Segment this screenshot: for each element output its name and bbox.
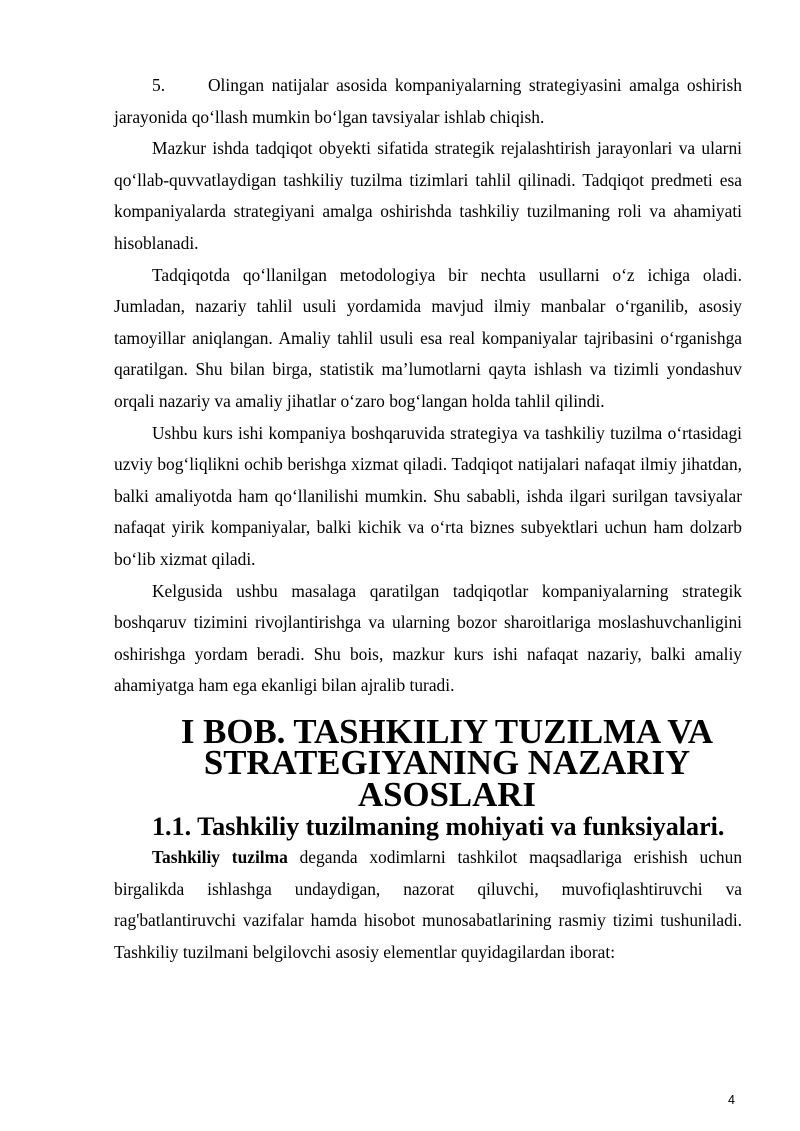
paragraph-research-object: Mazkur ishda tadqiqot obyekti sifatida strategik rejalashtirish jarayonlari va ularni qo‘llab-quvvatlaydigan tashkiliy tuzilma tizimlari tahlil qilinadi. Tadqiqot predmeti esa kompaniyalarda strategiyani amalga oshirishda tashkiliy tuzilmaning roli va ahamiyati hisoblanadi.	[114, 138, 742, 253]
definition-text: deganda xodimlarni tashkilot maqsadlariga erishish uchun birgalikda ishlashga undaydigan, nazorat qiluvchi, muvofiqlashtiruvchi va rag'batlantiruvchi vazifalar hamda hisobot munosabatlarining rasmiy tizimi tushuniladi. Tashkiliy tuzilmani belgilovchi asosiy elementlar quyidagilardan iborat:	[114, 847, 743, 963]
list-item-number: 5.	[152, 75, 166, 95]
list-item-text: Olingan natijalar asosida kompaniyalarning strategiyasini amalga oshirish jarayonida qo‘llash mumkin bo‘lgan tavsiyalar ishlab chiqish.	[114, 75, 742, 127]
list-item-5	[114, 70, 742, 133]
paragraph-definition	[114, 842, 742, 968]
definition-term: Tashkiliy tuzilma	[152, 847, 288, 868]
paragraph-methodology: Tadqiqotda qo‘llanilgan metodologiya bir nechta usullarni o‘z ichiga oladi. Jumladan, nazariy tahlil usuli yordamida mavjud ilmiy manbalar o‘rganilib, asosiy tamoyillar aniqlangan. Amaliy tahlil usuli esa real kompaniyalar tajribasini o‘rganishga qaratilgan. Shu bilan birga, statistik ma’lumotlarni qayta ishlash va tizimli yondashuv orqali nazariy va amaliy jihatlar o‘zaro bog‘langan holda tahlil qilindi.	[114, 264, 742, 411]
paragraph-significance: Ushbu kurs ishi kompaniya boshqaruvida strategiya va tashkiliy tuzilma o‘rtasidagi uzviy bog‘liqlikni ochib berishga xizmat qiladi. Tadqiqot natijalari nafaqat ilmiy jihatdan, balki amaliyotda ham qo‘llanilishi mumkin. Shu sababli, ishda ilgari surilgan tavsiyalar nafaqat yirik kompaniyalar, balki kichik va o‘rta biznes subyektlari uchun ham dolzarb bo‘lib xizmat qiladi.	[114, 422, 742, 569]
chapter-heading: I BOB. TASHKILIY TUZILMA VA STRATEGIYANING NAZARIY ASOSLARI	[180, 711, 714, 815]
section-heading: 1.1. Tashkiliy tuzilmaning mohiyati va funksiyalari.	[152, 811, 725, 841]
document-page	[114, 70, 742, 969]
page-number: 4	[728, 1093, 735, 1107]
paragraph-future-research: Kelgusida ushbu masalaga qaratilgan tadqiqotlar kompaniyalarning strategik boshqaruv tizimini rivojlantirishga va ularning bozor sharoitlariga moslashuvchanligini oshirishga yordam beradi. Shu bois, mazkur kurs ishi nafaqat nazariy, balki amaliy ahamiyatga ham ega ekanligi bilan ajralib turadi.	[114, 580, 742, 696]
